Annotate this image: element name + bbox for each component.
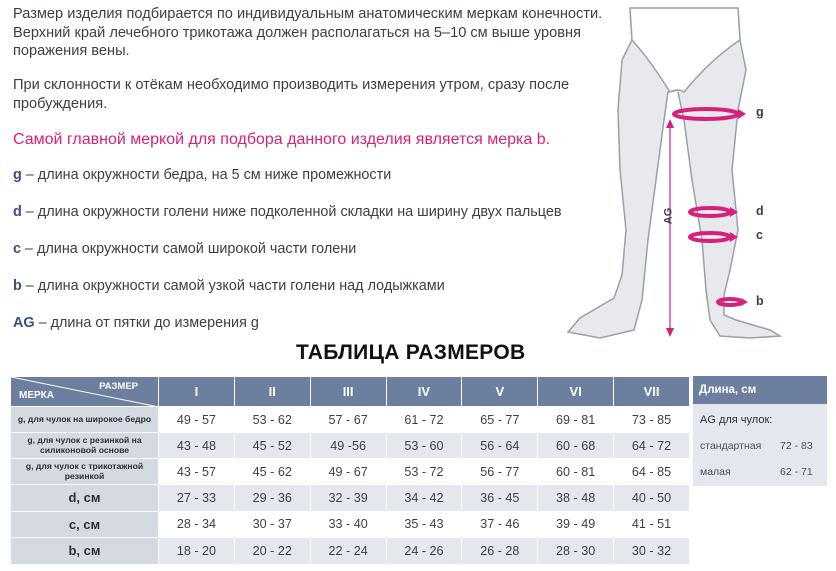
table-cell: 49 - 57 <box>159 407 235 433</box>
table-cell: 53 - 72 <box>386 459 462 485</box>
table-row <box>11 407 690 433</box>
table-row <box>11 459 690 485</box>
table-cell: 24 - 26 <box>386 538 462 565</box>
table-cell: 57 - 67 <box>310 407 386 433</box>
table-row <box>11 433 690 459</box>
table-cell: 28 - 30 <box>538 538 614 565</box>
table-cell: 43 - 48 <box>159 433 235 459</box>
definition-b: b – длина окружности самой узкой части голени над лодыжками <box>13 278 445 294</box>
table-cell: 18 - 20 <box>159 538 235 565</box>
band-g-arrow <box>738 109 746 119</box>
length-row-value: 72 - 83 <box>780 440 813 452</box>
table-cell: 22 - 24 <box>310 538 386 565</box>
table-cell: 34 - 42 <box>386 485 462 512</box>
table-cell: 69 - 81 <box>538 407 614 433</box>
size-header-cell: IV <box>386 377 462 407</box>
figure-label-d: d <box>756 204 764 218</box>
table-cell: 53 - 62 <box>234 407 310 433</box>
leg-measurement-figure <box>560 0 836 345</box>
size-header-cell: II <box>234 377 310 407</box>
table-cell: 49 -56 <box>310 433 386 459</box>
table-cell: 29 - 36 <box>234 485 310 512</box>
table-cell: 32 - 39 <box>310 485 386 512</box>
length-row-label: малая <box>700 466 731 478</box>
size-header-cell: VI <box>538 377 614 407</box>
table-cell: 43 - 57 <box>159 459 235 485</box>
figure-label-c: c <box>756 228 763 242</box>
table-cell: 35 - 43 <box>386 511 462 538</box>
table-cell: 65 - 77 <box>462 407 538 433</box>
ag-arrow-top <box>666 119 674 128</box>
definition-g: g – длина окружности бедра, на 5 см ниже промежности <box>13 167 392 183</box>
table-cell: 64 - 85 <box>614 459 690 485</box>
table-cell: 38 - 48 <box>538 485 614 512</box>
table-row <box>11 538 690 565</box>
corner-measure-label: МЕРКА <box>19 390 54 401</box>
table-row <box>11 511 690 538</box>
definition-c: c – длина окружности самой широкой части голени <box>13 241 357 257</box>
table-cell: 33 - 40 <box>310 511 386 538</box>
table-cell: 30 - 32 <box>614 538 690 565</box>
table-cell: 60 - 81 <box>538 459 614 485</box>
table-cell: 60 - 68 <box>538 433 614 459</box>
table-cell: 27 - 33 <box>159 485 235 512</box>
definition-d: d – длина окружности голени ниже подколенной складки на ширину двух пальцев <box>13 204 562 220</box>
row-label: d, см <box>11 485 159 512</box>
figure-label-ag: AG <box>662 207 675 225</box>
row-label: g, для чулок на широкое бедро <box>11 407 159 433</box>
table-cell: 40 - 50 <box>614 485 690 512</box>
length-table-subheader: AG для чулок: <box>700 414 773 426</box>
table-row <box>11 485 690 512</box>
length-row-label: стандартная <box>700 440 762 452</box>
table-cell: 64 - 72 <box>614 433 690 459</box>
table-cell: 39 - 49 <box>538 511 614 538</box>
table-cell: 45 - 52 <box>234 433 310 459</box>
intro-paragraph-1: Размер изделия подбирается по индивидуальным анатомическим меркам конечности. Верхний край лечебного трикотажа должен располагаться на 5–10 см выше уровня поражения вены. <box>13 6 603 59</box>
table-cell: 73 - 85 <box>614 407 690 433</box>
table-cell: 53 - 60 <box>386 433 462 459</box>
corner-size-label: РАЗМЕР <box>99 381 138 392</box>
definition-ag: AG – длина от пятки до измерения g <box>13 315 259 331</box>
size-header-cell: V <box>462 377 538 407</box>
table-cell: 49 - 67 <box>310 459 386 485</box>
intro-paragraph-2: При склонности к отёкам необходимо производить измерения утром, сразу после пробуждения. <box>13 77 570 112</box>
main-measure-note: Самой главной меркой для подбора данного изделия является мерка b. <box>13 131 551 148</box>
band-b-arrow <box>741 298 748 306</box>
length-table-header: Длина, см <box>693 376 827 404</box>
length-row-small <box>700 466 813 478</box>
table-cell: 41 - 51 <box>614 511 690 538</box>
table-cell: 30 - 37 <box>234 511 310 538</box>
table-cell: 45 - 62 <box>234 459 310 485</box>
row-label: c, см <box>11 511 159 538</box>
size-table <box>10 376 690 565</box>
table-cell: 36 - 45 <box>462 485 538 512</box>
table-cell: 56 - 64 <box>462 433 538 459</box>
row-label: b, см <box>11 538 159 565</box>
length-row-value: 62 - 71 <box>780 466 813 478</box>
length-table <box>693 376 827 486</box>
table-cell: 37 - 46 <box>462 511 538 538</box>
table-cell: 56 - 77 <box>462 459 538 485</box>
size-header-row <box>11 377 690 407</box>
ag-arrow-bottom <box>666 328 674 337</box>
size-table-title: ТАБЛИЦА РАЗМЕРОВ <box>296 341 526 364</box>
table-cell: 28 - 34 <box>159 511 235 538</box>
size-header-cell: III <box>310 377 386 407</box>
size-header-cell: VII <box>614 377 690 407</box>
leg-illustration <box>560 0 836 345</box>
table-cell: 20 - 22 <box>234 538 310 565</box>
row-label: g, для чулок с резинкой на силиконовой основе <box>11 433 159 459</box>
size-header-cell: I <box>159 377 235 407</box>
table-cell: 61 - 72 <box>386 407 462 433</box>
table-corner-cell <box>11 377 159 407</box>
figure-label-g: g <box>756 105 764 119</box>
figure-label-b: b <box>756 294 764 308</box>
length-row-standard <box>700 440 813 452</box>
row-label: g, для чулок с трикотажной резинкой <box>11 459 159 485</box>
table-cell: 26 - 28 <box>462 538 538 565</box>
